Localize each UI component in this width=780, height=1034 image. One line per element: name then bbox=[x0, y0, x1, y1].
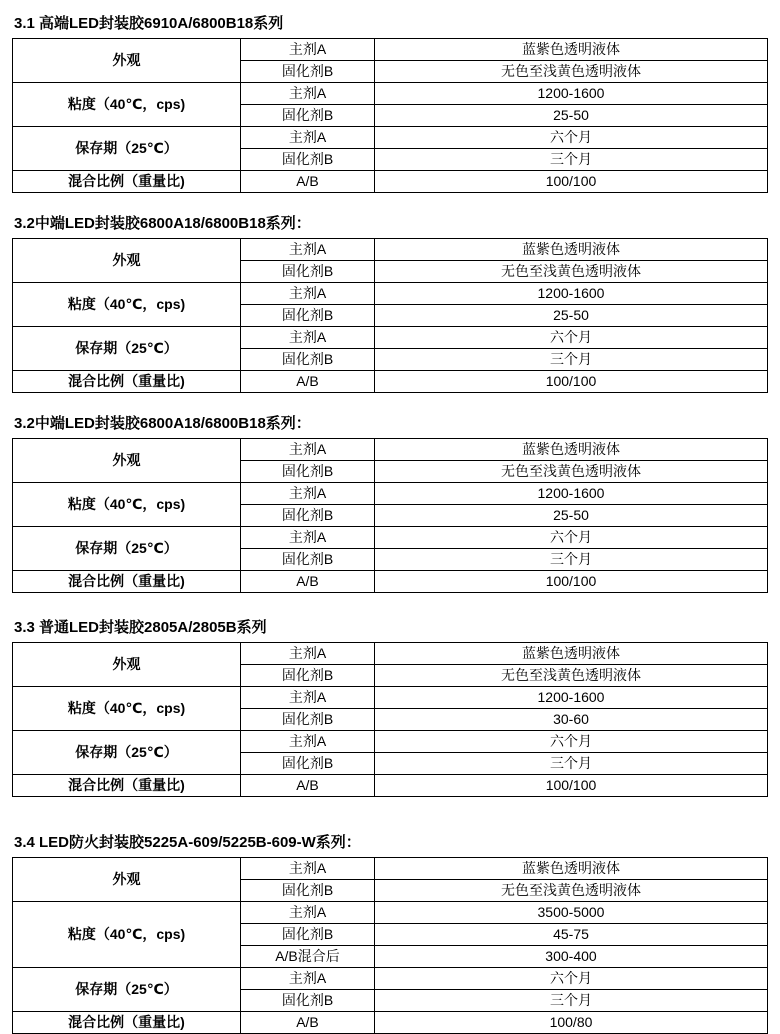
table-row bbox=[13, 439, 768, 461]
value-cell: 25-50 bbox=[375, 505, 768, 527]
spec-table bbox=[12, 857, 768, 1034]
component-cell: 固化剂B bbox=[241, 709, 375, 731]
parameter-name-cell: 保存期（25℃） bbox=[13, 968, 241, 1012]
value-cell: 蓝紫色透明液体 bbox=[375, 439, 768, 461]
table-row bbox=[13, 731, 768, 753]
component-cell: 主剂A bbox=[241, 83, 375, 105]
parameter-name-cell: 粘度（40℃，cps) bbox=[13, 483, 241, 527]
parameter-name-cell: 外观 bbox=[13, 858, 241, 902]
component-cell: 主剂A bbox=[241, 858, 375, 880]
component-cell: 主剂A bbox=[241, 239, 375, 261]
spec-table bbox=[12, 238, 768, 393]
value-cell: 蓝紫色透明液体 bbox=[375, 39, 768, 61]
value-cell: 1200-1600 bbox=[375, 687, 768, 709]
value-cell: 30-60 bbox=[375, 709, 768, 731]
table-row bbox=[13, 968, 768, 990]
component-cell: A/B bbox=[241, 1012, 375, 1034]
value-cell: 三个月 bbox=[375, 753, 768, 775]
table-row bbox=[13, 239, 768, 261]
component-cell: 固化剂B bbox=[241, 505, 375, 527]
component-cell: 主剂A bbox=[241, 643, 375, 665]
spec-section-3-1 bbox=[12, 12, 768, 193]
value-cell: 100/100 bbox=[375, 571, 768, 593]
parameter-name-cell: 混合比例（重量比) bbox=[13, 1012, 241, 1034]
component-cell: 固化剂B bbox=[241, 461, 375, 483]
component-cell: 主剂A bbox=[241, 902, 375, 924]
spec-table bbox=[12, 642, 768, 797]
component-cell: 固化剂B bbox=[241, 305, 375, 327]
value-cell: 六个月 bbox=[375, 731, 768, 753]
table-row bbox=[13, 775, 768, 797]
parameter-name-cell: 混合比例（重量比) bbox=[13, 371, 241, 393]
value-cell: 1200-1600 bbox=[375, 283, 768, 305]
section-title: 3.4 LED防火封装胶5225A-609/5225B-609-W系列： bbox=[14, 834, 361, 851]
value-cell: 六个月 bbox=[375, 127, 768, 149]
value-cell: 三个月 bbox=[375, 149, 768, 171]
value-cell: 100/80 bbox=[375, 1012, 768, 1034]
section-title: 3.3 普通LED封装胶2805A/2805B系列 bbox=[14, 619, 267, 636]
table-row bbox=[13, 127, 768, 149]
value-cell: 无色至浅黄色透明液体 bbox=[375, 61, 768, 83]
component-cell: 主剂A bbox=[241, 483, 375, 505]
component-cell: 主剂A bbox=[241, 527, 375, 549]
component-cell: 固化剂B bbox=[241, 549, 375, 571]
value-cell: 无色至浅黄色透明液体 bbox=[375, 261, 768, 283]
table-row bbox=[13, 371, 768, 393]
parameter-name-cell: 外观 bbox=[13, 643, 241, 687]
spec-section-3-3 bbox=[12, 616, 768, 797]
value-cell: 无色至浅黄色透明液体 bbox=[375, 665, 768, 687]
component-cell: 主剂A bbox=[241, 731, 375, 753]
value-cell: 25-50 bbox=[375, 305, 768, 327]
table-row bbox=[13, 902, 768, 924]
spec-section-3-4 bbox=[12, 831, 768, 1034]
value-cell: 三个月 bbox=[375, 349, 768, 371]
parameter-name-cell: 保存期（25℃） bbox=[13, 127, 241, 171]
section-title: 3.2中端LED封装胶6800A18/6800B18系列： bbox=[14, 215, 311, 232]
parameter-name-cell: 保存期（25℃） bbox=[13, 327, 241, 371]
spec-section-3-2a bbox=[12, 212, 768, 393]
table-row bbox=[13, 643, 768, 665]
value-cell: 1200-1600 bbox=[375, 83, 768, 105]
table-row bbox=[13, 171, 768, 193]
component-cell: 主剂A bbox=[241, 127, 375, 149]
component-cell: 固化剂B bbox=[241, 105, 375, 127]
value-cell: 3500-5000 bbox=[375, 902, 768, 924]
component-cell: 主剂A bbox=[241, 439, 375, 461]
component-cell: 主剂A bbox=[241, 39, 375, 61]
component-cell: A/B bbox=[241, 371, 375, 393]
table-row bbox=[13, 687, 768, 709]
parameter-name-cell: 混合比例（重量比) bbox=[13, 775, 241, 797]
value-cell: 六个月 bbox=[375, 327, 768, 349]
parameter-name-cell: 外观 bbox=[13, 239, 241, 283]
component-cell: A/B混合后 bbox=[241, 946, 375, 968]
component-cell: 主剂A bbox=[241, 687, 375, 709]
section-title: 3.1 高端LED封装胶6910A/6800B18系列 bbox=[14, 15, 284, 32]
component-cell: A/B bbox=[241, 171, 375, 193]
value-cell: 蓝紫色透明液体 bbox=[375, 858, 768, 880]
spec-table bbox=[12, 38, 768, 193]
parameter-name-cell: 混合比例（重量比) bbox=[13, 571, 241, 593]
value-cell: 1200-1600 bbox=[375, 483, 768, 505]
component-cell: A/B bbox=[241, 775, 375, 797]
value-cell: 六个月 bbox=[375, 527, 768, 549]
component-cell: 主剂A bbox=[241, 968, 375, 990]
table-row bbox=[13, 1012, 768, 1034]
parameter-name-cell: 粘度（40℃，cps) bbox=[13, 283, 241, 327]
table-row bbox=[13, 858, 768, 880]
component-cell: 固化剂B bbox=[241, 880, 375, 902]
value-cell: 45-75 bbox=[375, 924, 768, 946]
parameter-name-cell: 保存期（25℃） bbox=[13, 731, 241, 775]
component-cell: 固化剂B bbox=[241, 990, 375, 1012]
component-cell: A/B bbox=[241, 571, 375, 593]
value-cell: 蓝紫色透明液体 bbox=[375, 643, 768, 665]
component-cell: 固化剂B bbox=[241, 261, 375, 283]
spec-table bbox=[12, 438, 768, 593]
parameter-name-cell: 外观 bbox=[13, 439, 241, 483]
component-cell: 主剂A bbox=[241, 327, 375, 349]
value-cell: 100/100 bbox=[375, 171, 768, 193]
table-row bbox=[13, 39, 768, 61]
component-cell: 固化剂B bbox=[241, 349, 375, 371]
table-row bbox=[13, 327, 768, 349]
component-cell: 固化剂B bbox=[241, 924, 375, 946]
value-cell: 无色至浅黄色透明液体 bbox=[375, 880, 768, 902]
spec-section-3-2b bbox=[12, 412, 768, 593]
table-row bbox=[13, 571, 768, 593]
table-row bbox=[13, 83, 768, 105]
value-cell: 100/100 bbox=[375, 775, 768, 797]
component-cell: 主剂A bbox=[241, 283, 375, 305]
value-cell: 蓝紫色透明液体 bbox=[375, 239, 768, 261]
value-cell: 300-400 bbox=[375, 946, 768, 968]
section-title: 3.2中端LED封装胶6800A18/6800B18系列： bbox=[14, 415, 311, 432]
table-row bbox=[13, 283, 768, 305]
value-cell: 三个月 bbox=[375, 990, 768, 1012]
component-cell: 固化剂B bbox=[241, 753, 375, 775]
table-row bbox=[13, 483, 768, 505]
value-cell: 三个月 bbox=[375, 549, 768, 571]
parameter-name-cell: 混合比例（重量比) bbox=[13, 171, 241, 193]
value-cell: 100/100 bbox=[375, 371, 768, 393]
parameter-name-cell: 保存期（25℃） bbox=[13, 527, 241, 571]
value-cell: 无色至浅黄色透明液体 bbox=[375, 461, 768, 483]
value-cell: 25-50 bbox=[375, 105, 768, 127]
component-cell: 固化剂B bbox=[241, 61, 375, 83]
parameter-name-cell: 外观 bbox=[13, 39, 241, 83]
parameter-name-cell: 粘度（40℃，cps) bbox=[13, 687, 241, 731]
value-cell: 六个月 bbox=[375, 968, 768, 990]
table-row bbox=[13, 527, 768, 549]
parameter-name-cell: 粘度（40℃，cps) bbox=[13, 83, 241, 127]
parameter-name-cell: 粘度（40℃，cps) bbox=[13, 902, 241, 968]
component-cell: 固化剂B bbox=[241, 665, 375, 687]
component-cell: 固化剂B bbox=[241, 149, 375, 171]
